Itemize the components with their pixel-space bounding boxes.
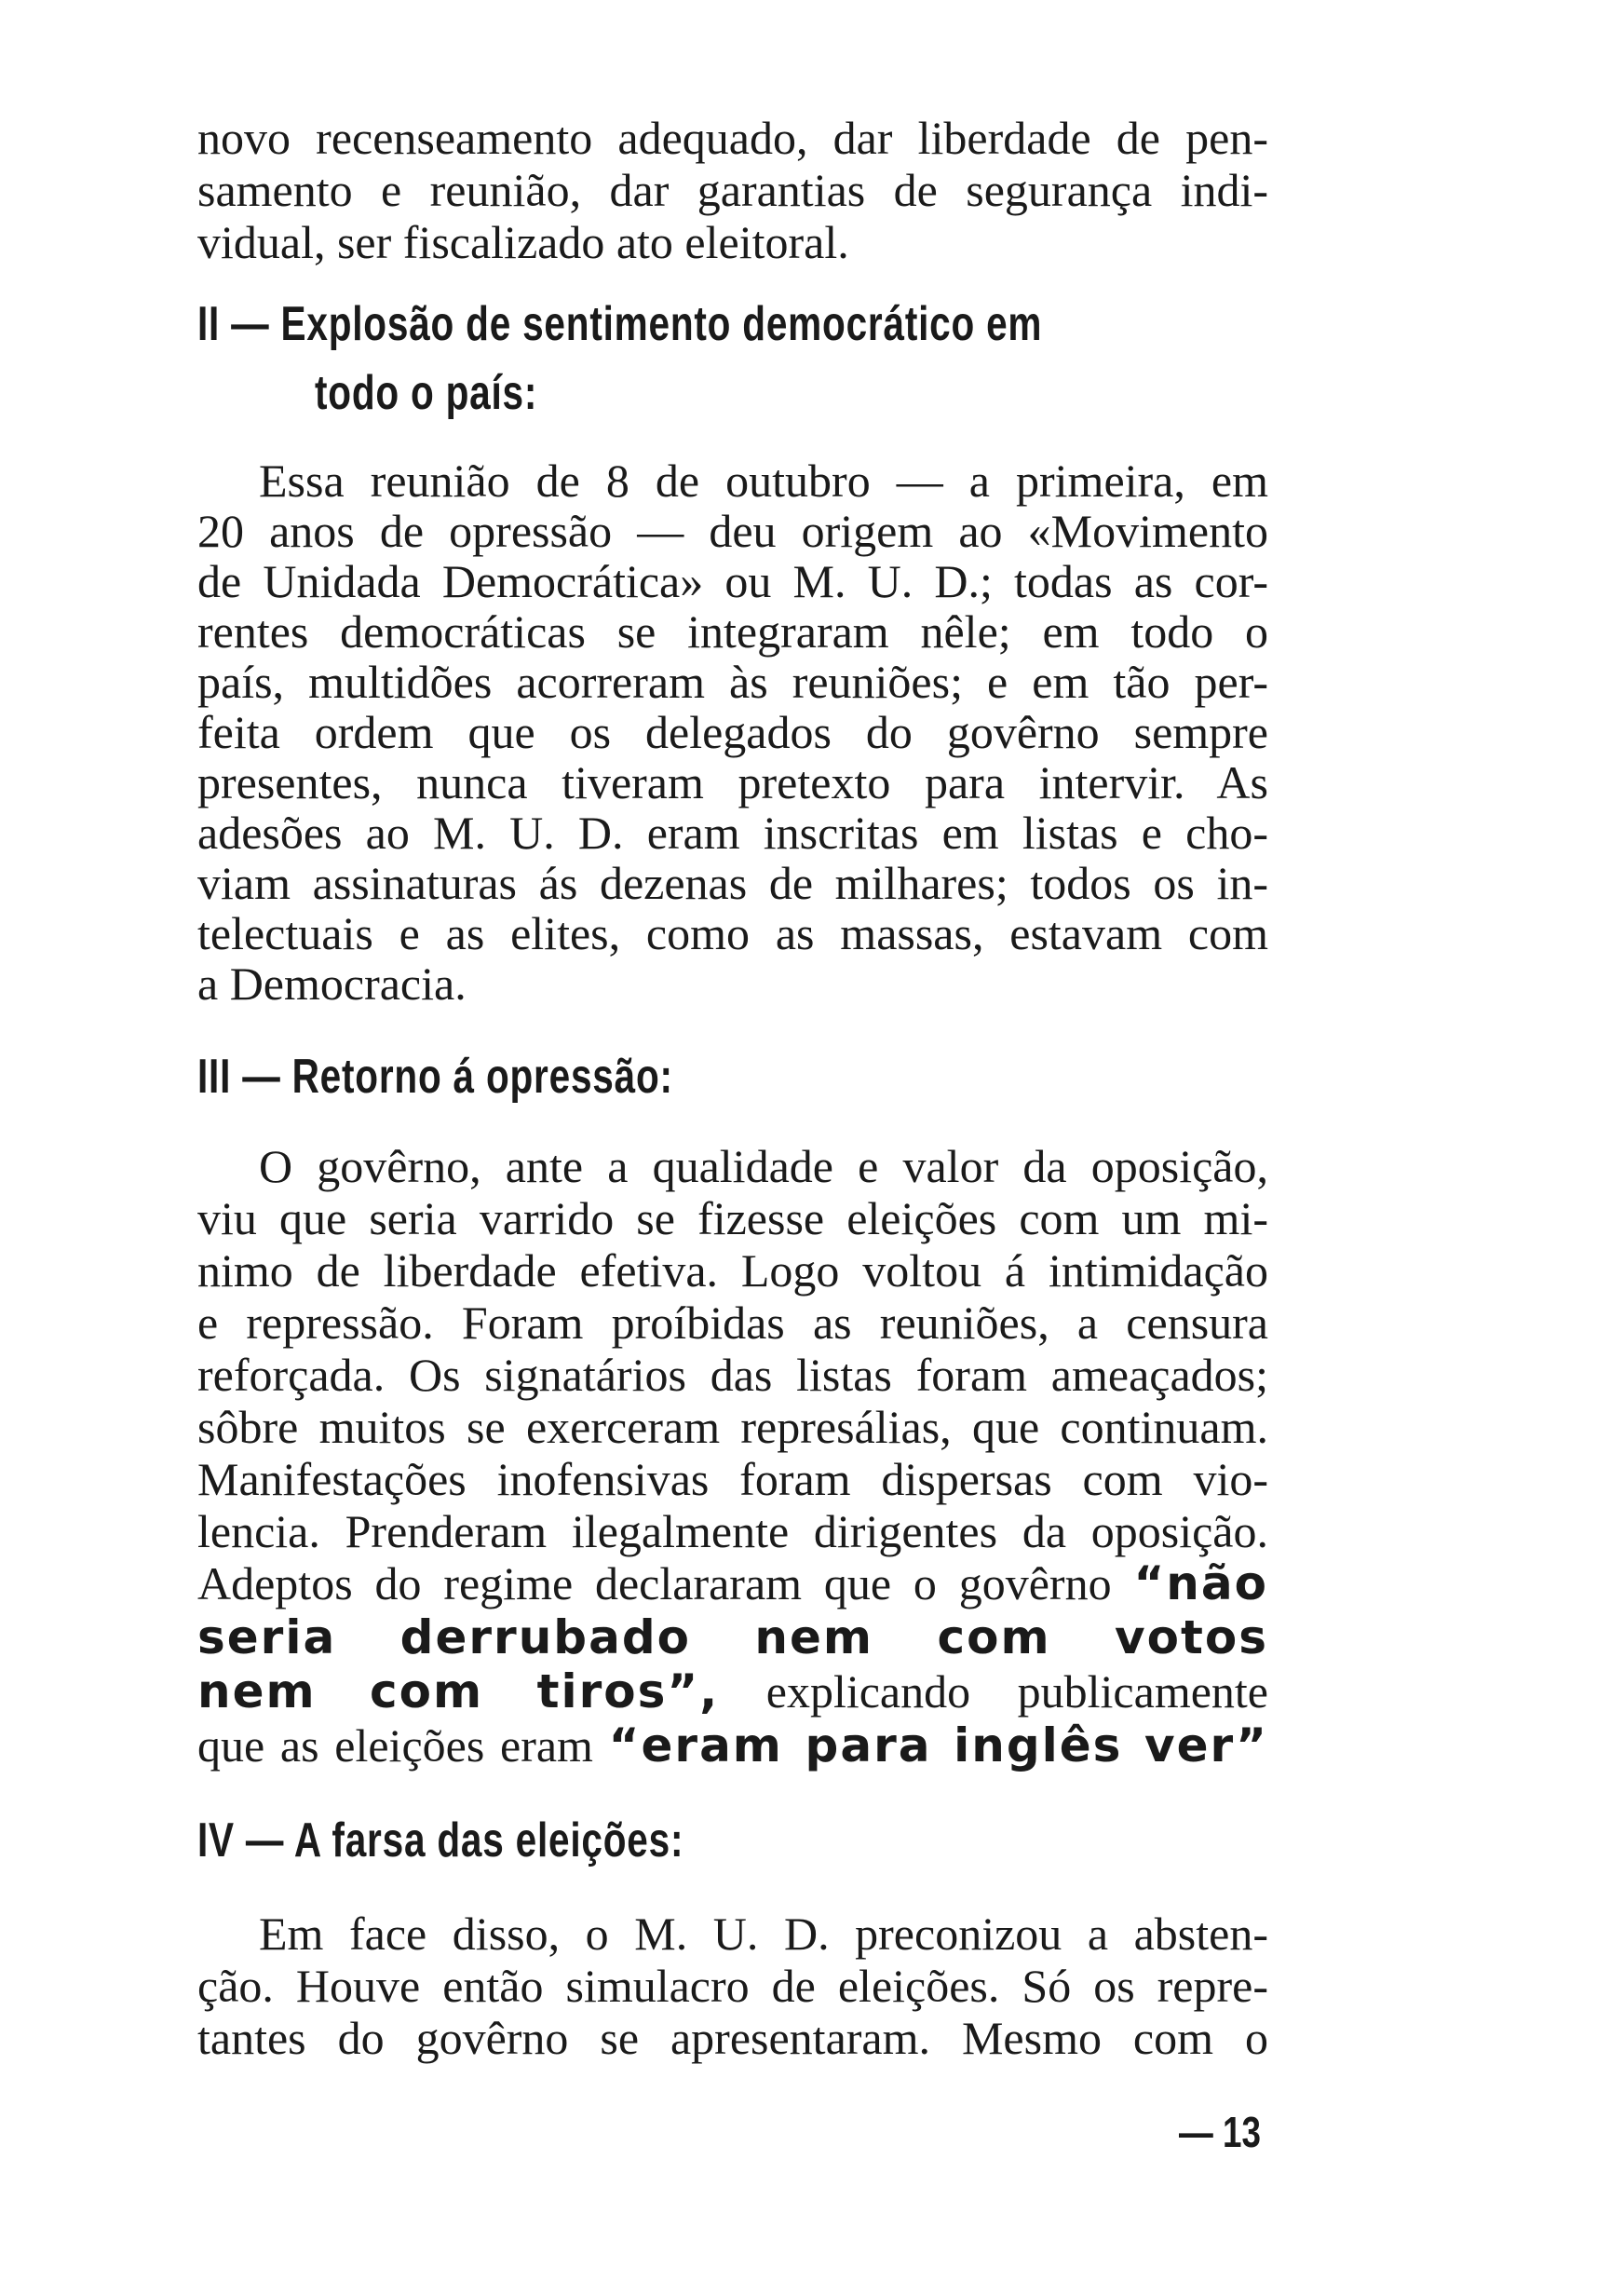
section-3-line-11-text: explicando publicamente bbox=[719, 1665, 1268, 1718]
intro-line-3: vidual, ser fiscalizado ato eleitoral. bbox=[197, 216, 849, 268]
section-3-line-9 bbox=[197, 1557, 1268, 1609]
section-2-line-9: viam assinaturas ás dezenas de milhares; todos os in- bbox=[197, 857, 1268, 909]
section-3-line-5: reforçada. Os signatários das listas foram ameaçados; bbox=[197, 1349, 1268, 1401]
section-4-line-3: tantes do govêrno se apresentaram. Mesmo com o bbox=[197, 2012, 1268, 2064]
section-3-line-1: O govêrno, ante a qualidade e valor da oposição, bbox=[259, 1140, 1268, 1192]
section-2-line-6: feita ordem que os delegados do govêrno sempre bbox=[197, 706, 1268, 758]
section-2-heading: II — Explosão de sentimento democrático em bbox=[197, 297, 1043, 351]
intro-line-1: novo recenseamento adequado, dar liberdade de pen- bbox=[197, 112, 1268, 164]
section-3-line-9-text: Adeptos do regime declararam que o govêrno bbox=[197, 1557, 1134, 1609]
section-3-line-4: e repressão. Foram proíbidas as reuniões, a censura bbox=[197, 1297, 1268, 1349]
section-3-line-7: Manifestações inofensivas foram dispersas com vio- bbox=[197, 1453, 1268, 1505]
section-3-line-11-emphasis: nem com tiros”, bbox=[197, 1664, 720, 1718]
section-2-heading-cont: todo o país: bbox=[315, 366, 538, 420]
section-2-line-10: telectuais e as elites, como as massas, estavam com bbox=[197, 907, 1268, 959]
section-4-heading: IV — A farsa das eleições: bbox=[197, 1813, 684, 1867]
section-2-line-4: rentes democráticas se integraram nêle; em todo o bbox=[197, 605, 1268, 658]
section-2-line-5: país, multidões acorreram às reuniões; e em tão per- bbox=[197, 656, 1268, 708]
section-3-heading: III — Retorno á opressão: bbox=[197, 1050, 673, 1104]
section-3-line-3: nimo de liberdade efetiva. Logo voltou á intimidação bbox=[197, 1244, 1268, 1297]
section-3-line-8: lencia. Prenderam ilegalmente dirigentes da oposição. bbox=[197, 1505, 1268, 1557]
section-3-line-12 bbox=[197, 1719, 1268, 1772]
section-2-line-3: de Unidada Democrática» ou M. U. D.; todas as cor- bbox=[197, 555, 1268, 607]
section-3-line-2: viu que seria varrido se fizesse eleições com um mi- bbox=[197, 1192, 1268, 1244]
section-4-line-2: ção. Houve então simulacro de eleições. Só os repre- bbox=[197, 1960, 1268, 2012]
section-3-line-12-text: que as eleições eram bbox=[197, 1719, 609, 1772]
section-2-line-11: a Democracia. bbox=[197, 957, 467, 1010]
section-3-line-10: seria derrubado nem com votos bbox=[197, 1610, 1268, 1664]
section-3-line-6: sôbre muitos se exerceram represálias, que continuam. bbox=[197, 1401, 1268, 1453]
section-2-line-1: Essa reunião de 8 de outubro — a primeira, em bbox=[259, 455, 1268, 507]
section-3-line-9-emphasis: “não bbox=[1133, 1556, 1268, 1610]
section-3-line-12-emphasis: “eram para inglês ver” bbox=[608, 1718, 1268, 1772]
intro-line-2: samento e reunião, dar garantias de segurança indi- bbox=[197, 164, 1268, 216]
section-2-line-7: presentes, nunca tiveram pretexto para intervir. As bbox=[197, 756, 1268, 808]
section-3-line-11 bbox=[197, 1665, 1268, 1718]
page-number: — 13 bbox=[1179, 2108, 1261, 2156]
section-4-line-1: Em face disso, o M. U. D. preconizou a absten- bbox=[259, 1908, 1268, 1960]
section-2-line-2: 20 anos de opressão — deu origem ao «Movimento bbox=[197, 505, 1268, 557]
section-2-line-8: adesões ao M. U. D. eram inscritas em listas e cho- bbox=[197, 807, 1268, 859]
